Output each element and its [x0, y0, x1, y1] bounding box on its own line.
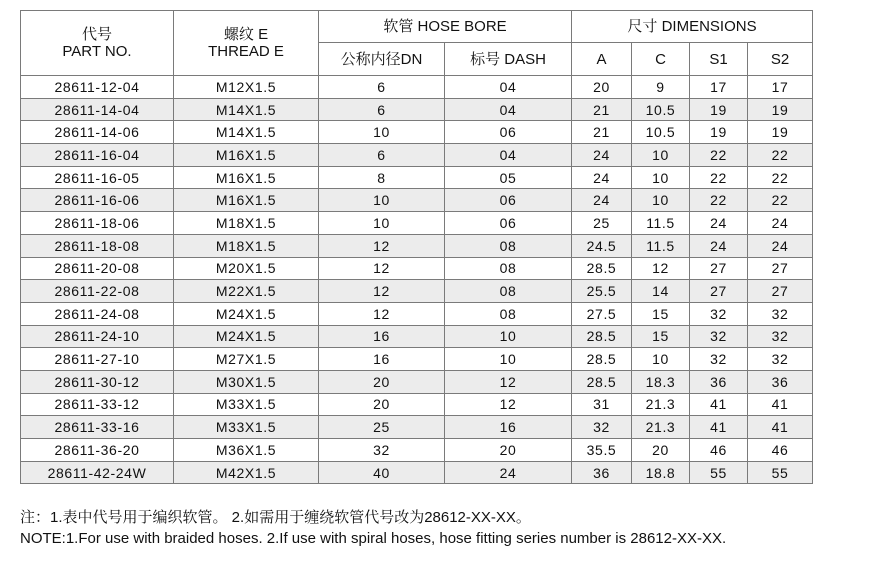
- cell-c: 15: [632, 325, 690, 348]
- table-row: [21, 461, 813, 484]
- cell-s2: 17: [748, 76, 813, 99]
- cell-s1: 46: [690, 439, 748, 462]
- table-row: [21, 393, 813, 416]
- cell-dash: 08: [445, 257, 572, 280]
- cell-s1: 36: [690, 370, 748, 393]
- cell-s2: 32: [748, 325, 813, 348]
- table-row: [21, 439, 813, 462]
- cell-thread: M16X1.5: [174, 166, 319, 189]
- cell-thread: M33X1.5: [174, 416, 319, 439]
- cell-thread: M24X1.5: [174, 325, 319, 348]
- cell-dn: 12: [319, 257, 445, 280]
- cell-a: 31: [572, 393, 632, 416]
- cell-dn: 10: [319, 121, 445, 144]
- cell-dn: 16: [319, 348, 445, 371]
- header-thread-en: THREAD E: [208, 43, 284, 60]
- table-row: [21, 348, 813, 371]
- cell-part: 28611-24-08: [21, 302, 174, 325]
- cell-s1: 24: [690, 212, 748, 235]
- cell-a: 35.5: [572, 439, 632, 462]
- table-row: [21, 280, 813, 303]
- cell-part: 28611-24-10: [21, 325, 174, 348]
- header-part-no: [21, 11, 174, 76]
- cell-thread: M36X1.5: [174, 439, 319, 462]
- table-body: [21, 76, 813, 484]
- cell-dash: 04: [445, 144, 572, 167]
- cell-dn: 8: [319, 166, 445, 189]
- cell-thread: M20X1.5: [174, 257, 319, 280]
- cell-thread: M12X1.5: [174, 76, 319, 99]
- cell-dash: 06: [445, 189, 572, 212]
- cell-s1: 27: [690, 257, 748, 280]
- table-row: [21, 76, 813, 99]
- cell-a: 27.5: [572, 302, 632, 325]
- cell-part: 28611-14-06: [21, 121, 174, 144]
- cell-a: 21: [572, 98, 632, 121]
- cell-dash: 24: [445, 461, 572, 484]
- cell-c: 21.3: [632, 393, 690, 416]
- cell-c: 11.5: [632, 212, 690, 235]
- cell-s1: 22: [690, 166, 748, 189]
- cell-a: 28.5: [572, 257, 632, 280]
- cell-a: 25.5: [572, 280, 632, 303]
- cell-s2: 27: [748, 280, 813, 303]
- cell-part: 28611-20-08: [21, 257, 174, 280]
- cell-thread: M22X1.5: [174, 280, 319, 303]
- cell-s2: 55: [748, 461, 813, 484]
- cell-part: 28611-16-04: [21, 144, 174, 167]
- cell-thread: M18X1.5: [174, 212, 319, 235]
- cell-s1: 32: [690, 325, 748, 348]
- table-row: [21, 416, 813, 439]
- cell-part: 28611-33-16: [21, 416, 174, 439]
- cell-dn: 12: [319, 302, 445, 325]
- table-row: [21, 189, 813, 212]
- cell-dn: 20: [319, 393, 445, 416]
- cell-thread: M33X1.5: [174, 393, 319, 416]
- table-row: [21, 212, 813, 235]
- cell-c: 10: [632, 166, 690, 189]
- cell-dash: 12: [445, 393, 572, 416]
- cell-c: 12: [632, 257, 690, 280]
- cell-c: 10.5: [632, 121, 690, 144]
- cell-s1: 27: [690, 280, 748, 303]
- cell-a: 24: [572, 166, 632, 189]
- cell-a: 28.5: [572, 348, 632, 371]
- cell-s1: 32: [690, 302, 748, 325]
- cell-c: 10: [632, 189, 690, 212]
- cell-dn: 12: [319, 234, 445, 257]
- cell-thread: M27X1.5: [174, 348, 319, 371]
- cell-dn: 25: [319, 416, 445, 439]
- cell-dash: 16: [445, 416, 572, 439]
- cell-s1: 22: [690, 144, 748, 167]
- cell-dash: 04: [445, 76, 572, 99]
- cell-s1: 41: [690, 393, 748, 416]
- cell-dash: 10: [445, 348, 572, 371]
- cell-dash: 10: [445, 325, 572, 348]
- cell-thread: M16X1.5: [174, 189, 319, 212]
- cell-s2: 22: [748, 189, 813, 212]
- cell-dn: 16: [319, 325, 445, 348]
- header-dimensions: 尺寸 DIMENSIONS: [572, 11, 813, 43]
- cell-dash: 20: [445, 439, 572, 462]
- cell-s2: 36: [748, 370, 813, 393]
- cell-dash: 12: [445, 370, 572, 393]
- cell-s1: 17: [690, 76, 748, 99]
- cell-dn: 32: [319, 439, 445, 462]
- cell-thread: M16X1.5: [174, 144, 319, 167]
- header-part-no-zh: 代号: [81, 26, 112, 43]
- cell-a: 24: [572, 144, 632, 167]
- cell-part: 28611-22-08: [21, 280, 174, 303]
- table-row: [21, 234, 813, 257]
- header-dash: 标号 DASH: [445, 43, 572, 76]
- cell-dash: 06: [445, 212, 572, 235]
- cell-part: 28611-33-12: [21, 393, 174, 416]
- cell-thread: M30X1.5: [174, 370, 319, 393]
- cell-s2: 19: [748, 121, 813, 144]
- cell-s1: 24: [690, 234, 748, 257]
- header-s2: S2: [748, 43, 813, 76]
- cell-s1: 19: [690, 98, 748, 121]
- cell-a: 36: [572, 461, 632, 484]
- table-row: [21, 302, 813, 325]
- cell-s2: 41: [748, 393, 813, 416]
- cell-c: 10: [632, 348, 690, 371]
- cell-thread: M24X1.5: [174, 302, 319, 325]
- table-row: [21, 144, 813, 167]
- cell-part: 28611-16-05: [21, 166, 174, 189]
- cell-part: 28611-16-06: [21, 189, 174, 212]
- cell-dash: 04: [445, 98, 572, 121]
- cell-s2: 32: [748, 348, 813, 371]
- cell-c: 21.3: [632, 416, 690, 439]
- cell-s1: 32: [690, 348, 748, 371]
- header-a: A: [572, 43, 632, 76]
- cell-dn: 6: [319, 144, 445, 167]
- cell-c: 10.5: [632, 98, 690, 121]
- header-hose-bore: 软管 HOSE BORE: [319, 11, 572, 43]
- cell-dash: 05: [445, 166, 572, 189]
- cell-s2: 22: [748, 144, 813, 167]
- cell-part: 28611-12-04: [21, 76, 174, 99]
- table-row: [21, 98, 813, 121]
- cell-dn: 6: [319, 98, 445, 121]
- note-english: NOTE:1.For use with braided hoses. 2.If use with spiral hoses, hose fitting series number is 28612-XX-XX.: [20, 530, 727, 547]
- cell-part: 28611-42-24W: [21, 461, 174, 484]
- cell-thread: M18X1.5: [174, 234, 319, 257]
- cell-c: 9: [632, 76, 690, 99]
- header-s1: S1: [690, 43, 748, 76]
- cell-dn: 40: [319, 461, 445, 484]
- cell-a: 24.5: [572, 234, 632, 257]
- cell-part: 28611-14-04: [21, 98, 174, 121]
- note-chinese: 注：1.表中代号用于编织软管。 2.如需用于缠绕软管代号改为28612-XX-XX。: [20, 509, 531, 526]
- cell-c: 20: [632, 439, 690, 462]
- cell-a: 32: [572, 416, 632, 439]
- cell-dn: 10: [319, 189, 445, 212]
- cell-s1: 22: [690, 189, 748, 212]
- cell-dash: 08: [445, 302, 572, 325]
- header-thread-zh: 螺纹 E: [223, 26, 269, 43]
- cell-a: 21: [572, 121, 632, 144]
- cell-s2: 22: [748, 166, 813, 189]
- cell-dash: 08: [445, 280, 572, 303]
- cell-s1: 41: [690, 416, 748, 439]
- cell-s1: 19: [690, 121, 748, 144]
- cell-a: 28.5: [572, 325, 632, 348]
- table-row: [21, 370, 813, 393]
- cell-s1: 55: [690, 461, 748, 484]
- cell-thread: M14X1.5: [174, 121, 319, 144]
- cell-s2: 24: [748, 234, 813, 257]
- cell-c: 18.3: [632, 370, 690, 393]
- cell-s2: 32: [748, 302, 813, 325]
- cell-part: 28611-36-20: [21, 439, 174, 462]
- cell-part: 28611-30-12: [21, 370, 174, 393]
- cell-thread: M42X1.5: [174, 461, 319, 484]
- table-row: [21, 121, 813, 144]
- cell-part: 28611-18-06: [21, 212, 174, 235]
- cell-c: 14: [632, 280, 690, 303]
- cell-a: 25: [572, 212, 632, 235]
- cell-thread: M14X1.5: [174, 98, 319, 121]
- cell-c: 15: [632, 302, 690, 325]
- header-part-no-en: PART NO.: [62, 43, 132, 60]
- header-c: C: [632, 43, 690, 76]
- cell-a: 24: [572, 189, 632, 212]
- cell-part: 28611-18-08: [21, 234, 174, 257]
- cell-dn: 20: [319, 370, 445, 393]
- cell-dash: 06: [445, 121, 572, 144]
- cell-a: 20: [572, 76, 632, 99]
- cell-dn: 10: [319, 212, 445, 235]
- cell-s2: 46: [748, 439, 813, 462]
- table-row: [21, 257, 813, 280]
- cell-dn: 12: [319, 280, 445, 303]
- cell-dn: 6: [319, 76, 445, 99]
- table-row: [21, 325, 813, 348]
- cell-c: 10: [632, 144, 690, 167]
- cell-s2: 19: [748, 98, 813, 121]
- spec-table: [20, 10, 813, 484]
- cell-part: 28611-27-10: [21, 348, 174, 371]
- cell-a: 28.5: [572, 370, 632, 393]
- cell-s2: 27: [748, 257, 813, 280]
- table-row: [21, 166, 813, 189]
- cell-c: 11.5: [632, 234, 690, 257]
- cell-dash: 08: [445, 234, 572, 257]
- cell-c: 18.8: [632, 461, 690, 484]
- cell-s2: 41: [748, 416, 813, 439]
- header-thread: [174, 11, 319, 76]
- cell-s2: 24: [748, 212, 813, 235]
- header-dn: 公称内径DN: [319, 43, 445, 76]
